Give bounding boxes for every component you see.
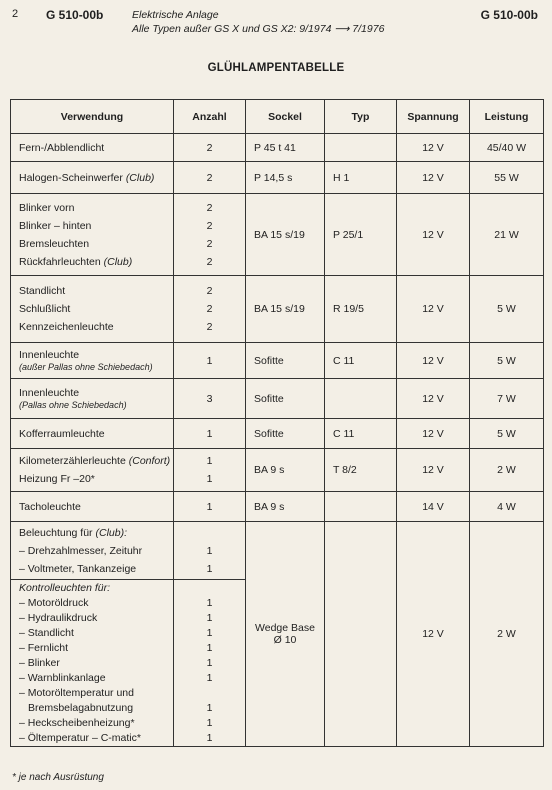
use-sub: (Pallas ohne Schiebedach): [19, 399, 127, 410]
use-line: – Fernlicht: [19, 641, 69, 654]
cell-use: Kofferraumleuchte: [11, 419, 174, 449]
cell-socket: Sofitte: [246, 419, 325, 449]
count-line: 1: [206, 641, 213, 654]
use-line: Bremsleuchten: [19, 237, 90, 250]
cell-count: [174, 276, 246, 343]
count-line: 2: [206, 201, 213, 214]
table-row: [11, 492, 544, 522]
cell-voltage: 12 V: [397, 419, 470, 449]
count-line: 2: [206, 219, 213, 232]
count-line: 2: [206, 255, 213, 268]
socket-line: Ø 10: [273, 634, 297, 646]
count-line: 1: [206, 596, 213, 609]
page-title: GLÜHLAMPENTABELLE: [207, 62, 345, 74]
table-row: [11, 343, 544, 379]
count-line: 1: [206, 626, 213, 639]
count-line: 1: [206, 656, 213, 669]
table-header-row: [11, 100, 544, 134]
cell-voltage: 12 V: [397, 343, 470, 379]
cell-voltage: 12 V: [397, 134, 470, 162]
count-line: 1: [206, 671, 213, 684]
use-sub: (außer Pallas ohne Schiebedach): [19, 361, 153, 372]
table-row: [11, 449, 544, 492]
cell-power: 5 W: [470, 276, 544, 343]
use-line: Standlicht: [19, 285, 66, 297]
use-line: – Heckscheibenheizung*: [19, 716, 135, 729]
table-row: [11, 276, 544, 343]
cell-type: [325, 379, 397, 419]
use-line: – Öltemperatur – C-matic*: [19, 731, 141, 744]
cell-socket: Sofitte: [246, 343, 325, 379]
cell-count: 1: [174, 492, 246, 522]
column-header: Anzahl: [174, 100, 246, 134]
cell-power: 55 W: [470, 162, 544, 194]
cell-socket: Sofitte: [246, 379, 325, 419]
cell-use: [11, 276, 174, 343]
cell-count: [174, 194, 246, 276]
cell-count: 1: [174, 419, 246, 449]
cell-type: [325, 522, 397, 747]
use-line: – Voltmeter, Tankanzeige: [19, 562, 137, 575]
cell-socket: P 14,5 s: [246, 162, 325, 194]
cell-count: [174, 580, 246, 747]
count-line: 1: [206, 701, 213, 714]
cell-voltage: 12 V: [397, 379, 470, 419]
cell-voltage: 12 V: [397, 522, 470, 747]
cell-count: 1: [174, 343, 246, 379]
table-row: [11, 522, 544, 580]
cell-type: R 19/5: [325, 276, 397, 343]
document-code-left: G 510-00b: [46, 8, 104, 22]
cell-type: P 25/1: [325, 194, 397, 276]
use-line: [19, 253, 173, 271]
use-line: Heizung Fr –20*: [19, 473, 95, 485]
column-header: Spannung: [397, 100, 470, 134]
cell-use: [11, 194, 174, 276]
count-line: 1: [206, 562, 213, 575]
use-line: Blinker vorn: [19, 201, 75, 214]
use-line: Schlußlicht: [19, 303, 71, 315]
cell-socket: BA 15 s/19: [246, 194, 325, 276]
cell-count: 2: [174, 162, 246, 194]
count-line: 1: [206, 455, 213, 467]
use-text: Halogen-Scheinwerfer: [19, 171, 123, 184]
cell-count: [174, 449, 246, 492]
use-line: – Motoröldruck: [19, 596, 89, 609]
cell-voltage: 12 V: [397, 276, 470, 343]
use-line: Kennzeichenleuchte: [19, 321, 114, 333]
cell-power: 5 W: [470, 343, 544, 379]
use-note: (Club): [103, 255, 133, 268]
use-text: Kilometerzählerleuchte: [19, 455, 126, 467]
cell-type: H 1: [325, 162, 397, 194]
count-line: 2: [206, 321, 213, 333]
cell-voltage: 14 V: [397, 492, 470, 522]
cell-use: [11, 162, 174, 194]
count-line: 1: [206, 731, 213, 744]
illumination-heading: Beleuchtung für: [19, 526, 93, 539]
cell-count: 3: [174, 379, 246, 419]
column-header: Leistung: [470, 100, 544, 134]
cell-voltage: 12 V: [397, 162, 470, 194]
use-line: – Standlicht: [19, 626, 74, 639]
use-text: Rückfahrleuchten: [19, 255, 101, 268]
column-header: Verwendung: [11, 100, 174, 134]
use-line: Blinker – hinten: [19, 219, 92, 232]
cell-count: [174, 522, 246, 580]
table-row: [11, 162, 544, 194]
cell-use: [11, 449, 174, 492]
cell-socket: P 45 t 41: [246, 134, 325, 162]
use-line: [19, 524, 173, 542]
use-note: (Club): [125, 171, 155, 184]
use-line: – Motoröltemperatur und: [19, 686, 134, 699]
use-line: – Drehzahlmesser, Zeituhr: [19, 544, 143, 557]
count-line: 2: [206, 303, 213, 315]
cell-use: Tacholeuchte: [11, 492, 174, 522]
cell-type: C 11: [325, 419, 397, 449]
column-header: Sockel: [246, 100, 325, 134]
cell-voltage: 12 V: [397, 194, 470, 276]
cell-use: [11, 580, 174, 747]
table-row: [11, 134, 544, 162]
table-row: [11, 194, 544, 276]
socket-line: Wedge Base: [255, 622, 315, 634]
table-row: [11, 379, 544, 419]
table-row: [11, 419, 544, 449]
use-note: (Confort): [128, 455, 171, 467]
use-text: Innenleuchte: [19, 386, 80, 399]
cell-socket: BA 9 s: [246, 449, 325, 492]
cell-use: [11, 379, 174, 419]
cell-power: 4 W: [470, 492, 544, 522]
use-line: [19, 452, 173, 470]
cell-type: [325, 492, 397, 522]
cell-use: [11, 343, 174, 379]
cell-type: [325, 134, 397, 162]
count-line: 2: [206, 285, 213, 297]
footnote: * je nach Ausrüstung: [12, 772, 104, 783]
cell-type: T 8/2: [325, 449, 397, 492]
count-line: [174, 686, 245, 701]
cell-socket: BA 15 s/19: [246, 276, 325, 343]
cell-power: 21 W: [470, 194, 544, 276]
use-line: – Hydraulikdruck: [19, 611, 98, 624]
subtitle-line-1: Elektrische Anlage: [132, 9, 219, 21]
use-line: Bremsbelagabnutzung: [28, 701, 134, 714]
cell-power: 2 W: [470, 522, 544, 747]
subtitle-line-2: Alle Typen außer GS X und GS X2: 9/1974 ⟶ 7/1976: [132, 23, 385, 35]
count-line: 1: [206, 544, 213, 557]
cell-type: C 11: [325, 343, 397, 379]
use-line: – Warnblinkanlage: [19, 671, 106, 684]
cell-power: 5 W: [470, 419, 544, 449]
cell-use: [11, 522, 174, 580]
count-line: 2: [206, 237, 213, 250]
cell-power: 7 W: [470, 379, 544, 419]
cell-socket: BA 9 s: [246, 492, 325, 522]
cell-socket: [246, 522, 325, 747]
cell-power: 45/40 W: [470, 134, 544, 162]
cell-power: 2 W: [470, 449, 544, 492]
document-code-right: G 510-00b: [480, 8, 538, 22]
cell-use: Fern-/Abblendlicht: [11, 134, 174, 162]
cell-count: 2: [174, 134, 246, 162]
use-text: Innenleuchte: [19, 348, 80, 361]
warning-heading: Kontrolleuchten für:: [19, 581, 111, 594]
cell-voltage: 12 V: [397, 449, 470, 492]
count-line: 1: [206, 611, 213, 624]
column-header: Typ: [325, 100, 397, 134]
count-line: 1: [206, 716, 213, 729]
use-line: – Blinker: [19, 656, 60, 669]
document-subtitle: [132, 8, 384, 36]
use-note: (Club):: [95, 526, 127, 539]
bulb-table: [10, 99, 544, 747]
count-line: 1: [206, 473, 213, 485]
page-number: 2: [12, 8, 19, 20]
